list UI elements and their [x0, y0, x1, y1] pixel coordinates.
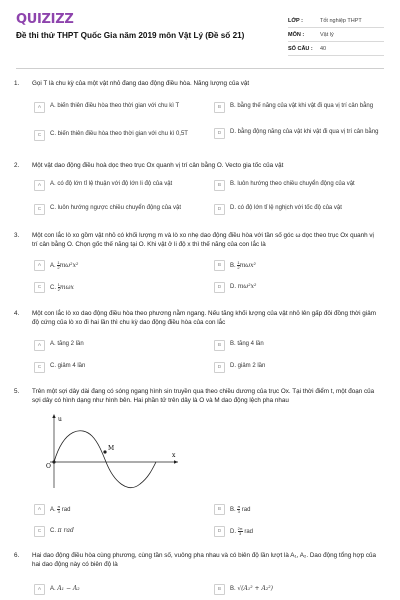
math-expression: π rad [57, 527, 74, 534]
option-text: B. luôn hướng theo chiều chuyển động của vật [230, 181, 355, 187]
meta-value: Vật lý [320, 31, 334, 38]
option-letter: C [34, 130, 45, 141]
option-d[interactable] [214, 526, 390, 537]
option-a[interactable] [34, 102, 210, 113]
header-divider [16, 68, 384, 69]
question-number: 4. [14, 310, 20, 317]
option-text: B. bằng thế năng của vật khi vật đi qua vị trí cân bằng [230, 103, 374, 109]
option-text: C. biến thiên điều hòa theo thời gian với chu kì 0,5T [50, 131, 188, 137]
option-text: D. bằng động năng của vật khi vật đi qua vị trí cân bằng [230, 129, 379, 135]
option-text [50, 282, 74, 293]
meta-row-count [288, 42, 384, 56]
question-text: Hai dao động điều hòa cùng phương, cùng tần số, vuông pha nhau và có biên độ lần lượt là A₁, A₂. Dao động tổng hợp của hai dao động này có biên độ là [32, 552, 376, 568]
question-text: Một con lắc lò xo gồm vật nhỏ có khối lượng m và lò xo nhẹ dao động điều hòa với tần số góc ω dọc theo trục Ox quanh vị trí cân bằng O. Chọn gốc thế năng tại O. Khi vật ở li độ x thì thế năng của con lắc là [32, 232, 374, 248]
option-b[interactable] [214, 584, 390, 595]
question-number: 5. [14, 388, 20, 395]
option-text: A. tăng 2 lần [50, 341, 84, 347]
option-text [230, 282, 256, 292]
option-text [230, 260, 256, 271]
unit: rad [241, 507, 251, 514]
math-expression: √(A₁² + A₂²) [237, 585, 273, 592]
option-d[interactable] [214, 128, 390, 139]
meta-row-class [288, 14, 384, 28]
fraction-2pi-3: $\frac{2\pi}{3}$ [237, 526, 243, 536]
option-letter: B [214, 504, 225, 515]
option-letter: C [34, 362, 45, 373]
option-letter: C [34, 204, 45, 215]
option-b[interactable] [214, 260, 390, 271]
fraction-pi-3: $\frac{\pi}{3}$ [237, 504, 241, 514]
exam-meta [288, 14, 384, 56]
o-label: O [46, 463, 51, 470]
option-label: C. [50, 528, 56, 534]
option-text: A. có độ lớn tỉ lệ thuận với độ lớn li độ của vật [50, 181, 173, 187]
option-letter: D [214, 526, 225, 537]
option-d[interactable] [214, 282, 390, 293]
fraction-half: $\frac{1}{2}$ [57, 260, 60, 270]
option-c[interactable] [34, 130, 210, 141]
option-c[interactable] [34, 362, 210, 373]
math-expression: mω²x² [59, 262, 79, 270]
option-letter: A [34, 260, 45, 271]
meta-key: SỐ CÂU : [288, 45, 313, 52]
option-label: B. [230, 263, 236, 270]
option-text [50, 260, 78, 271]
option-b[interactable] [214, 180, 390, 191]
option-letter: A [34, 584, 45, 595]
option-c[interactable] [34, 526, 210, 537]
meta-value: Tốt nghiệp THPT [320, 17, 362, 24]
option-letter: A [34, 102, 45, 113]
option-text: C. giảm 4 lần [50, 363, 86, 369]
option-a[interactable] [34, 340, 210, 351]
option-text: C. luôn hướng ngược chiều chuyển động của vật [50, 205, 181, 211]
math-expression: mω²x² [237, 283, 257, 290]
option-label: A. [50, 586, 56, 592]
wave-diagram [36, 412, 182, 490]
option-letter: B [214, 340, 225, 351]
point-o [52, 460, 55, 463]
option-letter: C [34, 526, 45, 537]
option-label: B. [230, 507, 236, 514]
option-d[interactable] [214, 204, 390, 215]
unit: rad [244, 529, 253, 536]
meta-key: LỚP : [288, 17, 303, 24]
x-axis-arrow [174, 460, 178, 463]
option-letter: D [214, 282, 225, 293]
question-text: Trên một sợi dây dài đang có sóng ngang hình sin truyền qua theo chiều dương của trục Ox. Tại thời điểm t, một đoạn của sợi dây có hình dạng như hình bên. Hai phần tử trên dây là O và M dao động lệch pha nhau [32, 388, 375, 404]
option-letter: D [214, 128, 225, 139]
meta-row-subject [288, 28, 384, 42]
option-text [230, 526, 253, 537]
option-a[interactable] [34, 584, 210, 595]
u-label: u [58, 416, 62, 423]
option-letter: A [34, 340, 45, 351]
option-text: D. giảm 2 lần [230, 363, 266, 369]
question-number: 2. [14, 162, 20, 169]
option-a[interactable] [34, 260, 210, 271]
option-c[interactable] [34, 204, 210, 215]
option-label: D. [230, 529, 236, 536]
math-expression: mωx² [239, 262, 256, 270]
option-text: B. tăng 4 lần [230, 341, 264, 347]
x-label: x [172, 452, 176, 459]
question-number: 3. [14, 232, 20, 239]
option-c[interactable] [34, 282, 210, 293]
question-number: 6. [14, 552, 20, 559]
option-letter: D [214, 204, 225, 215]
math-expression: mωx [59, 284, 74, 292]
math-expression: A₁ − A₂ [57, 585, 80, 592]
option-text: A. biến thiên điều hòa theo thời gian với chu kì T [50, 103, 180, 109]
unit: rad [61, 507, 71, 514]
option-label: A. [50, 507, 56, 514]
option-text [230, 504, 250, 515]
option-letter: A [34, 504, 45, 515]
option-text: D. có độ lớn tỉ lệ nghịch với tốc độ của vật [230, 205, 342, 211]
option-text [50, 526, 74, 536]
option-b[interactable] [214, 340, 390, 351]
option-d[interactable] [214, 362, 390, 373]
option-letter: B [214, 584, 225, 595]
question-text: Một con lắc lò xo dao động điều hòa theo phương nằm ngang. Nếu tăng khối lượng của vật nhỏ lên gấp đôi đồng thời giảm độ cứng của lò xo đi hai lần thì chu kỳ dao động điều hòa của con lắc [32, 310, 376, 326]
meta-value: 40 [320, 45, 327, 52]
option-label: B. [230, 586, 236, 592]
fraction-half: $\frac{1}{2}$ [57, 282, 60, 292]
u-axis-arrow [52, 414, 55, 418]
option-letter: C [34, 282, 45, 293]
option-b[interactable] [214, 102, 390, 113]
option-letter: B [214, 260, 225, 271]
m-label: M [108, 445, 115, 452]
option-letter: B [214, 102, 225, 113]
option-b[interactable] [214, 504, 390, 515]
option-a[interactable] [34, 180, 210, 191]
meta-key: MÔN : [288, 31, 305, 38]
fraction-half: $\frac{1}{2}$ [237, 260, 240, 270]
quizizz-logo: QUIZIZZ [16, 12, 74, 27]
page-header [16, 12, 384, 56]
question-text: Một vật dao động điều hoà dọc theo trục Ox quanh vị trí cân bằng O. Vecto gia tốc của vật [32, 162, 284, 169]
option-text [230, 584, 273, 594]
option-text [50, 584, 80, 594]
exam-title: Đề thi thử THPT Quốc Gia năm 2019 môn Vật Lý (Đề số 21) [16, 31, 245, 40]
question-number: 1. [14, 80, 20, 87]
option-label: C. [50, 285, 56, 292]
option-label: D. [230, 284, 236, 290]
wave-curve [54, 431, 156, 488]
question-text: Gọi T là chu kỳ của một vật nhỏ đang dao động điều hòa. Năng lượng của vật [32, 80, 250, 87]
option-label: A. [50, 263, 56, 270]
option-letter: B [214, 180, 225, 191]
option-letter: A [34, 180, 45, 191]
fraction-pi-3: $\frac{\pi}{3}$ [57, 504, 61, 514]
option-a[interactable] [34, 504, 210, 515]
option-text [50, 504, 70, 515]
point-m [103, 450, 106, 453]
option-letter: D [214, 362, 225, 373]
